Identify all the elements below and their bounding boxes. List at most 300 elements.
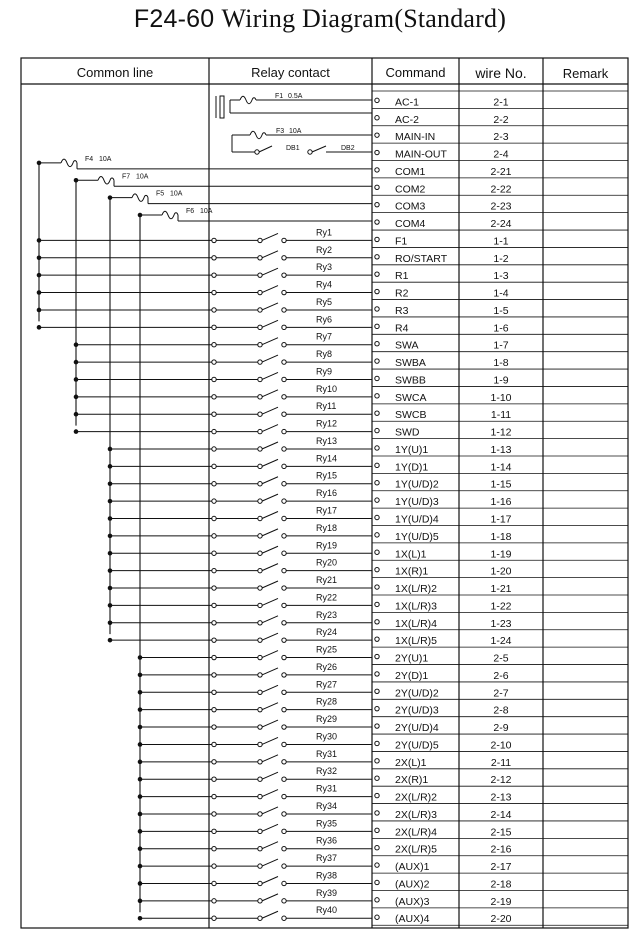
terminal (375, 880, 379, 884)
relay-label: Ry30 (316, 731, 338, 742)
relay-contact-terminal (212, 360, 216, 364)
relay-contact-terminal (212, 881, 216, 885)
model-number: F24-60 (133, 5, 215, 33)
terminal (375, 133, 379, 137)
relay-switch-blade (262, 790, 278, 797)
wire-number: 2-14 (490, 808, 512, 821)
relay-switch-blade (262, 564, 278, 571)
terminal (375, 342, 379, 346)
header-common-line: Common line (76, 65, 154, 80)
relay-label: Ry24 (316, 627, 338, 638)
wire-number: 1-13 (490, 443, 512, 456)
command-label: 1Y(U/D)2 (395, 478, 439, 491)
relay-switch-blade (262, 668, 278, 675)
relay-contact-terminal (282, 847, 286, 851)
relay-contact-terminal (212, 586, 216, 590)
wire-number: 2-5 (493, 652, 509, 665)
relay-contact-terminal (282, 377, 286, 381)
relay-contact-terminal (282, 308, 286, 312)
wire-number: 2-11 (490, 756, 512, 769)
relay-contact-terminal (282, 707, 286, 711)
relay-switch-blade (262, 407, 278, 414)
relay-contact-terminal (212, 899, 216, 903)
relay-label: Ry10 (316, 383, 338, 394)
relay-contact-terminal (212, 395, 216, 399)
header-remark: Remark (562, 66, 609, 81)
wire-number: 1-8 (493, 357, 509, 370)
command-label: COM1 (395, 165, 426, 178)
relay-contact-terminal (212, 603, 216, 607)
relay-contact-terminal (258, 742, 262, 746)
terminal (375, 863, 379, 867)
terminal (375, 672, 379, 676)
command-label: 2Y(U)1 (395, 652, 429, 665)
terminal (375, 237, 379, 241)
wire-number: 1-24 (490, 635, 512, 648)
relay-contact-terminal (212, 516, 216, 520)
wire-number: 2-6 (493, 669, 509, 682)
wire-number: 1-19 (490, 548, 512, 561)
relay-contact-terminal (258, 360, 262, 364)
relay-contact-terminal (212, 707, 216, 711)
relay-contact-terminal (258, 308, 262, 312)
relay-contact-terminal (258, 238, 262, 242)
relay-contact-terminal (258, 412, 262, 416)
relay-contact-terminal (212, 638, 216, 642)
wire-number: 1-12 (490, 426, 512, 439)
wire-number: 2-18 (490, 878, 512, 891)
relay-label: Ry19 (316, 540, 338, 551)
terminal (375, 289, 379, 293)
relay-contact-terminal (282, 482, 286, 486)
fuse-label: F3 (276, 128, 285, 135)
command-label: 1X(L)1 (395, 548, 427, 561)
relay-switch-blade (262, 720, 278, 727)
relay-label: Ry12 (316, 418, 338, 429)
terminal (375, 272, 379, 276)
command-label: F1 (395, 235, 408, 248)
relay-contact-terminal (282, 464, 286, 468)
command-label: 1Y(U/D)4 (395, 513, 439, 526)
relay-contact-terminal (212, 447, 216, 451)
wire-number: 1-9 (493, 374, 509, 387)
wire-number: 1-21 (490, 583, 512, 596)
relay-label: Ry7 (316, 331, 333, 342)
relay-contact-terminal (212, 673, 216, 677)
fuse-symbol (132, 194, 148, 202)
relay-switch-blade (262, 286, 278, 293)
terminal (375, 776, 379, 780)
relay-switch-blade (262, 459, 278, 466)
relay-contact-terminal (258, 760, 262, 764)
command-label: 2X(L)1 (395, 756, 427, 769)
command-label: 1X(L/R)4 (395, 617, 438, 630)
wire-number: 1-4 (493, 287, 509, 300)
relay-contact-terminal (212, 499, 216, 503)
relay-contact-terminal (212, 847, 216, 851)
relay-contact-terminal (212, 690, 216, 694)
command-label: 1Y(U/D)3 (395, 496, 439, 509)
relay-contact-terminal (258, 516, 262, 520)
relay-contact-terminal (212, 916, 216, 920)
terminal (375, 255, 379, 259)
relay-contact-terminal (212, 429, 216, 433)
relay-switch-blade (262, 320, 278, 327)
relay-contact-terminal (212, 343, 216, 347)
wire-number: 1-15 (490, 478, 512, 491)
breaker-contact (308, 150, 312, 154)
terminal (375, 498, 379, 502)
header-wire-no: wire No. (475, 65, 527, 81)
wire-number: 1-3 (493, 270, 509, 283)
relay-contact-terminal (282, 916, 286, 920)
relay-contact-terminal (258, 829, 262, 833)
wire-number: 2-7 (493, 687, 509, 700)
relay-label: Ry4 (316, 279, 333, 290)
wire-number: 2-16 (490, 843, 512, 856)
wire-number: 1-2 (493, 252, 509, 265)
terminal (375, 759, 379, 763)
relay-contact-terminal (258, 864, 262, 868)
relay-label: Ry23 (316, 609, 338, 620)
terminal (375, 150, 379, 154)
wire-number: 2-3 (493, 131, 509, 144)
relay-label: Ry22 (316, 592, 338, 603)
command-label: R2 (395, 287, 409, 300)
terminal (375, 724, 379, 728)
fuse-rating: 0.5A (288, 93, 303, 100)
fuse-rating: 10A (170, 190, 183, 198)
breaker-contact (255, 150, 259, 154)
terminal (375, 185, 379, 189)
relay-label: Ry37 (316, 853, 338, 864)
relay-contact-terminal (282, 638, 286, 642)
relay-label: Ry21 (316, 575, 338, 586)
relay-label: Ry11 (316, 401, 337, 412)
relay-switch-blade (262, 512, 278, 519)
wire-number: 2-17 (490, 861, 512, 874)
relay-switch-blade (262, 390, 278, 397)
relay-switch-blade (262, 737, 278, 744)
wire-number: 1-5 (493, 304, 509, 317)
relay-label: Ry25 (316, 644, 338, 655)
wire-number: 1-16 (490, 496, 512, 509)
relay-switch-blade (262, 442, 278, 449)
relay-contact-terminal (282, 499, 286, 503)
relay-switch-blade (262, 824, 278, 831)
command-label: 1X(R)1 (395, 565, 429, 578)
relay-contact-terminal (258, 655, 262, 659)
relay-contact-terminal (258, 586, 262, 590)
terminal (375, 446, 379, 450)
command-label: 1X(L/R)3 (395, 600, 438, 613)
relay-label: Ry6 (316, 314, 333, 325)
relay-switch-blade (262, 355, 278, 362)
command-label: 2Y(U/D)4 (395, 722, 439, 735)
relay-contact-terminal (282, 447, 286, 451)
relay-label: Ry29 (316, 714, 338, 725)
wire-number: 2-22 (490, 183, 512, 196)
relay-contact-terminal (282, 360, 286, 364)
relay-contact-terminal (212, 534, 216, 538)
relay-contact-terminal (282, 325, 286, 329)
relay-contact-terminal (258, 707, 262, 711)
relay-switch-blade (262, 876, 278, 883)
wire-number: 1-6 (493, 322, 509, 335)
transformer-core (220, 96, 224, 118)
relay-contact-terminal (282, 812, 286, 816)
relay-label: Ry16 (316, 488, 338, 499)
relay-switch-blade (262, 494, 278, 501)
terminal (375, 463, 379, 467)
command-label: 1Y(U)1 (395, 443, 429, 456)
relay-contact-terminal (258, 690, 262, 694)
relay-label: Ry28 (316, 696, 338, 707)
relay-contact-terminal (258, 603, 262, 607)
relay-contact-terminal (282, 429, 286, 433)
wire-number: 1-11 (490, 409, 512, 422)
command-label: (AUX)2 (395, 878, 430, 891)
relay-contact-terminal (212, 742, 216, 746)
command-label: 1X(L/R)2 (395, 583, 438, 596)
relay-contact-terminal (258, 847, 262, 851)
relay-switch-blade (262, 529, 278, 536)
terminal (375, 324, 379, 328)
wire-number: 2-10 (490, 739, 512, 752)
relay-switch-blade (262, 546, 278, 553)
relay-label: Ry27 (316, 679, 338, 690)
command-label: 2X(L/R)4 (395, 826, 438, 839)
relay-switch-blade (262, 755, 278, 762)
terminal (375, 307, 379, 311)
fuse-rating: 10A (136, 173, 149, 181)
command-label: SWA (395, 339, 419, 352)
header-relay-contact: Relay contact (251, 65, 330, 80)
terminal (375, 411, 379, 415)
terminal (375, 846, 379, 850)
terminal (375, 98, 379, 102)
breaker-blade (312, 146, 326, 152)
relay-switch-blade (262, 477, 278, 484)
relay-contact-terminal (258, 325, 262, 329)
wire-number: 1-10 (490, 391, 512, 404)
relay-contact-terminal (258, 482, 262, 486)
terminal (375, 220, 379, 224)
command-label: SWBB (395, 374, 426, 387)
relay-contact-terminal (258, 273, 262, 277)
terminal (375, 428, 379, 432)
fuse-label: F1 (275, 93, 284, 100)
command-label: 2X(L/R)5 (395, 843, 438, 856)
command-label: R3 (395, 304, 409, 317)
terminal (375, 793, 379, 797)
relay-label: Ry17 (316, 505, 338, 516)
relay-contact-terminal (282, 412, 286, 416)
breaker-label: DB1 (286, 145, 300, 152)
terminal (375, 811, 379, 815)
relay-switch-blade (262, 338, 278, 345)
relay-contact-terminal (212, 325, 216, 329)
relay-contact-terminal (282, 899, 286, 903)
command-label: SWCA (395, 391, 427, 404)
relay-contact-terminal (282, 881, 286, 885)
relay-contact-terminal (282, 603, 286, 607)
command-label: R1 (395, 270, 409, 283)
relay-contact-terminal (258, 673, 262, 677)
command-label: (AUX)4 (395, 913, 430, 926)
command-label: 2X(R)1 (395, 774, 429, 787)
wire-number: 2-19 (490, 895, 512, 908)
wire-number: 2-4 (493, 148, 509, 161)
command-label: AC-2 (395, 113, 419, 126)
breaker-label: DB2 (341, 145, 355, 152)
wire-number: 1-14 (490, 461, 512, 474)
command-label: COM2 (395, 183, 426, 196)
command-label: 2Y(U/D)3 (395, 704, 439, 717)
relay-switch-blade (262, 598, 278, 605)
relay-contact-terminal (212, 238, 216, 242)
relay-contact-terminal (212, 273, 216, 277)
wire-number: 2-2 (493, 113, 509, 126)
command-label: 2Y(U/D)2 (395, 687, 439, 700)
wire-number: 2-20 (490, 913, 512, 926)
terminal (375, 898, 379, 902)
terminal (375, 654, 379, 658)
relay-switch-blade (262, 268, 278, 275)
relay-switch-blade (262, 685, 278, 692)
relay-contact-terminal (258, 447, 262, 451)
fuse-label: F7 (122, 173, 131, 181)
wire-number: 2-8 (493, 704, 509, 717)
relay-switch-blade (262, 581, 278, 588)
command-label: 2Y(U/D)5 (395, 739, 439, 752)
relay-label: Ry14 (316, 453, 338, 464)
relay-contact-terminal (212, 377, 216, 381)
relay-label: Ry8 (316, 349, 333, 360)
relay-contact-terminal (282, 238, 286, 242)
relay-label: Ry35 (316, 818, 338, 829)
relay-switch-blade (262, 233, 278, 240)
relay-contact-terminal (212, 308, 216, 312)
relay-contact-terminal (212, 829, 216, 833)
relay-contact-terminal (282, 725, 286, 729)
fuse-symbol (61, 159, 77, 167)
wire-number: 1-23 (490, 617, 512, 630)
relay-label: Ry1 (316, 227, 333, 238)
relay-contact-terminal (258, 899, 262, 903)
wire-number: 2-21 (490, 165, 512, 178)
relay-contact-terminal (212, 725, 216, 729)
terminal (375, 394, 379, 398)
wire-number: 2-15 (490, 826, 512, 839)
wire-number: 1-17 (490, 513, 512, 526)
relay-contact-terminal (282, 586, 286, 590)
relay-label: Ry34 (316, 800, 338, 811)
terminal (375, 202, 379, 206)
relay-contact-terminal (212, 464, 216, 468)
relay-contact-terminal (282, 256, 286, 260)
fuse-label: F4 (85, 155, 94, 163)
relay-label: Ry39 (316, 887, 338, 898)
command-label: 1X(L/R)5 (395, 635, 438, 648)
wire-number: 2-9 (493, 722, 509, 735)
terminal (375, 550, 379, 554)
command-label: SWBA (395, 357, 426, 370)
relay-contact-terminal (282, 655, 286, 659)
wire-number: 1-7 (493, 339, 509, 352)
command-label: MAIN-OUT (395, 148, 447, 161)
title-text: Wiring Diagram(Standard) (221, 4, 507, 33)
terminal (375, 376, 379, 380)
relay-switch-blade (262, 703, 278, 710)
relay-switch-blade (262, 616, 278, 623)
relay-contact-terminal (258, 621, 262, 625)
fuse-rating: 10A (289, 128, 302, 135)
relay-contact-terminal (282, 690, 286, 694)
relay-contact-terminal (258, 568, 262, 572)
relay-label: Ry13 (316, 435, 338, 446)
wire-number: 2-1 (493, 96, 509, 109)
relay-contact-terminal (282, 760, 286, 764)
wire-number: 1-1 (493, 235, 509, 248)
command-label: SWCB (395, 409, 427, 422)
relay-switch-blade (262, 842, 278, 849)
relay-contact-terminal (212, 482, 216, 486)
relay-contact-terminal (212, 760, 216, 764)
relay-contact-terminal (212, 812, 216, 816)
relay-label: Ry36 (316, 835, 338, 846)
relay-contact-terminal (258, 464, 262, 468)
relay-contact-terminal (282, 777, 286, 781)
terminal (375, 567, 379, 571)
relay-contact-terminal (258, 812, 262, 816)
command-label: AC-1 (395, 96, 419, 109)
wire-number: 2-23 (490, 200, 512, 213)
relay-contact-terminal (282, 343, 286, 347)
relay-contact-terminal (258, 638, 262, 642)
wire-number: 1-22 (490, 600, 512, 613)
relay-switch-blade (262, 651, 278, 658)
wire-number: 2-12 (490, 774, 512, 787)
terminal (375, 359, 379, 363)
command-label: 1Y(D)1 (395, 461, 429, 474)
relay-contact-terminal (258, 429, 262, 433)
terminal (375, 533, 379, 537)
relay-contact-terminal (282, 290, 286, 294)
command-label: COM3 (395, 200, 426, 213)
terminal (375, 741, 379, 745)
relay-label: Ry5 (316, 296, 333, 307)
relay-contact-terminal (282, 568, 286, 572)
relay-contact-terminal (282, 551, 286, 555)
command-label: 2X(L/R)3 (395, 808, 438, 821)
relay-label: Ry3 (316, 262, 333, 273)
relay-switch-blade (262, 911, 278, 918)
fuse-symbol (162, 211, 178, 219)
relay-contact-terminal (212, 568, 216, 572)
relay-contact-terminal (258, 777, 262, 781)
fuse-label: F6 (186, 208, 195, 216)
command-label: 2X(L/R)2 (395, 791, 438, 804)
fuse-symbol (98, 177, 114, 185)
relay-contact-terminal (258, 343, 262, 347)
relay-label: Ry38 (316, 870, 338, 881)
relay-contact-terminal (258, 499, 262, 503)
relay-label: Ry18 (316, 522, 338, 533)
relay-contact-terminal (258, 551, 262, 555)
command-label: (AUX)1 (395, 861, 430, 874)
relay-contact-terminal (282, 794, 286, 798)
